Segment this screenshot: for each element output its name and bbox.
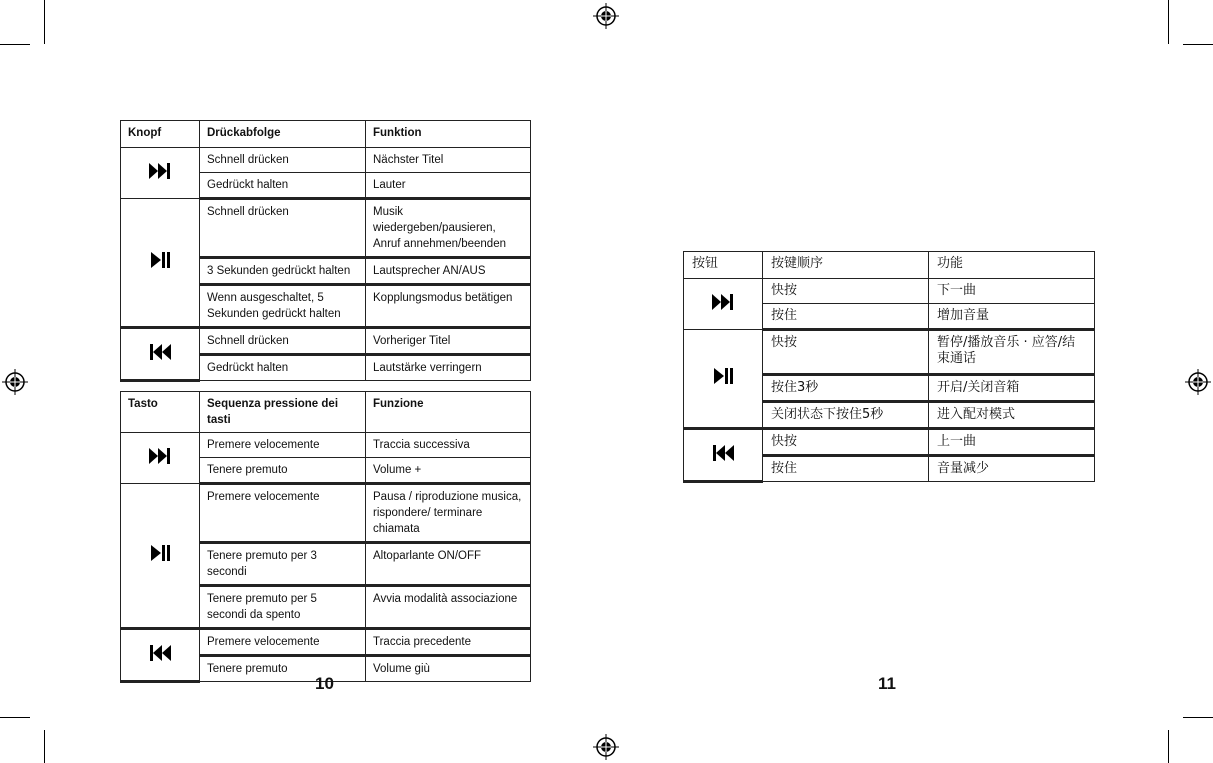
- sequence-cell: Schnell drücken: [200, 328, 366, 355]
- function-cell: 增加音量: [929, 304, 1095, 330]
- sequence-cell: Gedrückt halten: [200, 173, 366, 199]
- function-cell: Altoparlante ON/OFF: [366, 543, 531, 586]
- function-cell: Volume +: [366, 458, 531, 484]
- function-cell: 上一曲: [929, 429, 1095, 456]
- header-sequence: 按键顺序: [763, 252, 929, 279]
- button-cell: [121, 629, 200, 682]
- header-function: Funktion: [366, 121, 531, 148]
- function-cell: Musik wiedergeben/pausieren, Anruf annehmen/beenden: [366, 199, 531, 258]
- play-pause-icon: [147, 250, 173, 270]
- crop-mark: [44, 0, 45, 44]
- sequence-cell: 快按: [763, 279, 929, 304]
- header-function: 功能: [929, 252, 1095, 279]
- sequence-cell: Premere velocemente: [200, 433, 366, 458]
- button-table-chinese: [683, 251, 1095, 483]
- button-cell: [684, 279, 763, 330]
- button-cell: [121, 148, 200, 199]
- button-cell: [121, 433, 200, 484]
- button-cell: [684, 429, 763, 482]
- page-number-right: 11: [878, 674, 896, 693]
- function-cell: Lauter: [366, 173, 531, 199]
- sequence-cell: 快按: [763, 429, 929, 456]
- previous-track-icon: [147, 342, 173, 362]
- page-number-left: 10: [315, 674, 334, 693]
- function-cell: 开启/关闭音箱: [929, 375, 1095, 402]
- function-cell: 音量减少: [929, 456, 1095, 482]
- sequence-cell: Premere velocemente: [200, 629, 366, 656]
- sequence-cell: Tenere premuto per 3 secondi: [200, 543, 366, 586]
- previous-track-icon: [147, 643, 173, 663]
- crop-mark: [0, 44, 30, 45]
- header-button: Knopf: [121, 121, 200, 148]
- crop-mark: [1183, 717, 1213, 718]
- previous-track-icon: [710, 443, 736, 463]
- button-cell: [121, 328, 200, 381]
- sequence-cell: 关闭状态下按住5秒: [763, 402, 929, 429]
- function-cell: Lautstärke verringern: [366, 355, 531, 381]
- function-cell: Traccia precedente: [366, 629, 531, 656]
- next-track-icon: [710, 292, 736, 312]
- sequence-cell: Premere velocemente: [200, 484, 366, 543]
- sequence-cell: Tenere premuto: [200, 458, 366, 484]
- function-cell: Traccia successiva: [366, 433, 531, 458]
- function-cell: Pausa / riproduzione musica, rispondere/ terminare chiamata: [366, 484, 531, 543]
- registration-mark-icon: [593, 3, 619, 29]
- function-cell: Volume giù: [366, 656, 531, 682]
- registration-mark-icon: [1185, 369, 1211, 395]
- sequence-cell: Schnell drücken: [200, 148, 366, 173]
- function-cell: Kopplungsmodus betätigen: [366, 285, 531, 328]
- sequence-cell: Wenn ausgeschaltet, 5 Sekunden gedrückt halten: [200, 285, 366, 328]
- header-function: Funzione: [366, 392, 531, 433]
- button-table-german: [120, 120, 531, 382]
- sequence-cell: 3 Sekunden gedrückt halten: [200, 258, 366, 285]
- registration-mark-icon: [593, 734, 619, 760]
- next-track-icon: [147, 161, 173, 181]
- sequence-cell: Gedrückt halten: [200, 355, 366, 381]
- sequence-cell: 按住3秒: [763, 375, 929, 402]
- function-cell: Vorheriger Titel: [366, 328, 531, 355]
- sequence-cell: Tenere premuto: [200, 656, 366, 682]
- sequence-cell: 快按: [763, 330, 929, 375]
- function-cell: 下一曲: [929, 279, 1095, 304]
- sequence-cell: Schnell drücken: [200, 199, 366, 258]
- sequence-cell: Tenere premuto per 5 secondi da spento: [200, 586, 366, 629]
- registration-mark-icon: [2, 369, 28, 395]
- sequence-cell: 按住: [763, 304, 929, 330]
- function-cell: Nächster Titel: [366, 148, 531, 173]
- header-sequence: Sequenza pressione dei tasti: [200, 392, 366, 433]
- sequence-cell: 按住: [763, 456, 929, 482]
- function-cell: Lautsprecher AN/AUS: [366, 258, 531, 285]
- function-cell: Avvia modalità associazione: [366, 586, 531, 629]
- button-table-italian: [120, 391, 531, 683]
- header-sequence: Drückabfolge: [200, 121, 366, 148]
- play-pause-icon: [147, 543, 173, 563]
- header-button: Tasto: [121, 392, 200, 433]
- function-cell: 进入配对模式: [929, 402, 1095, 429]
- button-cell: [121, 484, 200, 629]
- crop-mark: [44, 730, 45, 763]
- button-cell: [684, 330, 763, 429]
- crop-mark: [1168, 730, 1169, 763]
- crop-mark: [1168, 0, 1169, 44]
- function-cell: 暂停/播放音乐 · 应答/结束通话: [929, 330, 1095, 375]
- header-button: 按钮: [684, 252, 763, 279]
- next-track-icon: [147, 446, 173, 466]
- crop-mark: [1183, 44, 1213, 45]
- crop-mark: [0, 717, 30, 718]
- play-pause-icon: [710, 366, 736, 386]
- button-cell: [121, 199, 200, 328]
